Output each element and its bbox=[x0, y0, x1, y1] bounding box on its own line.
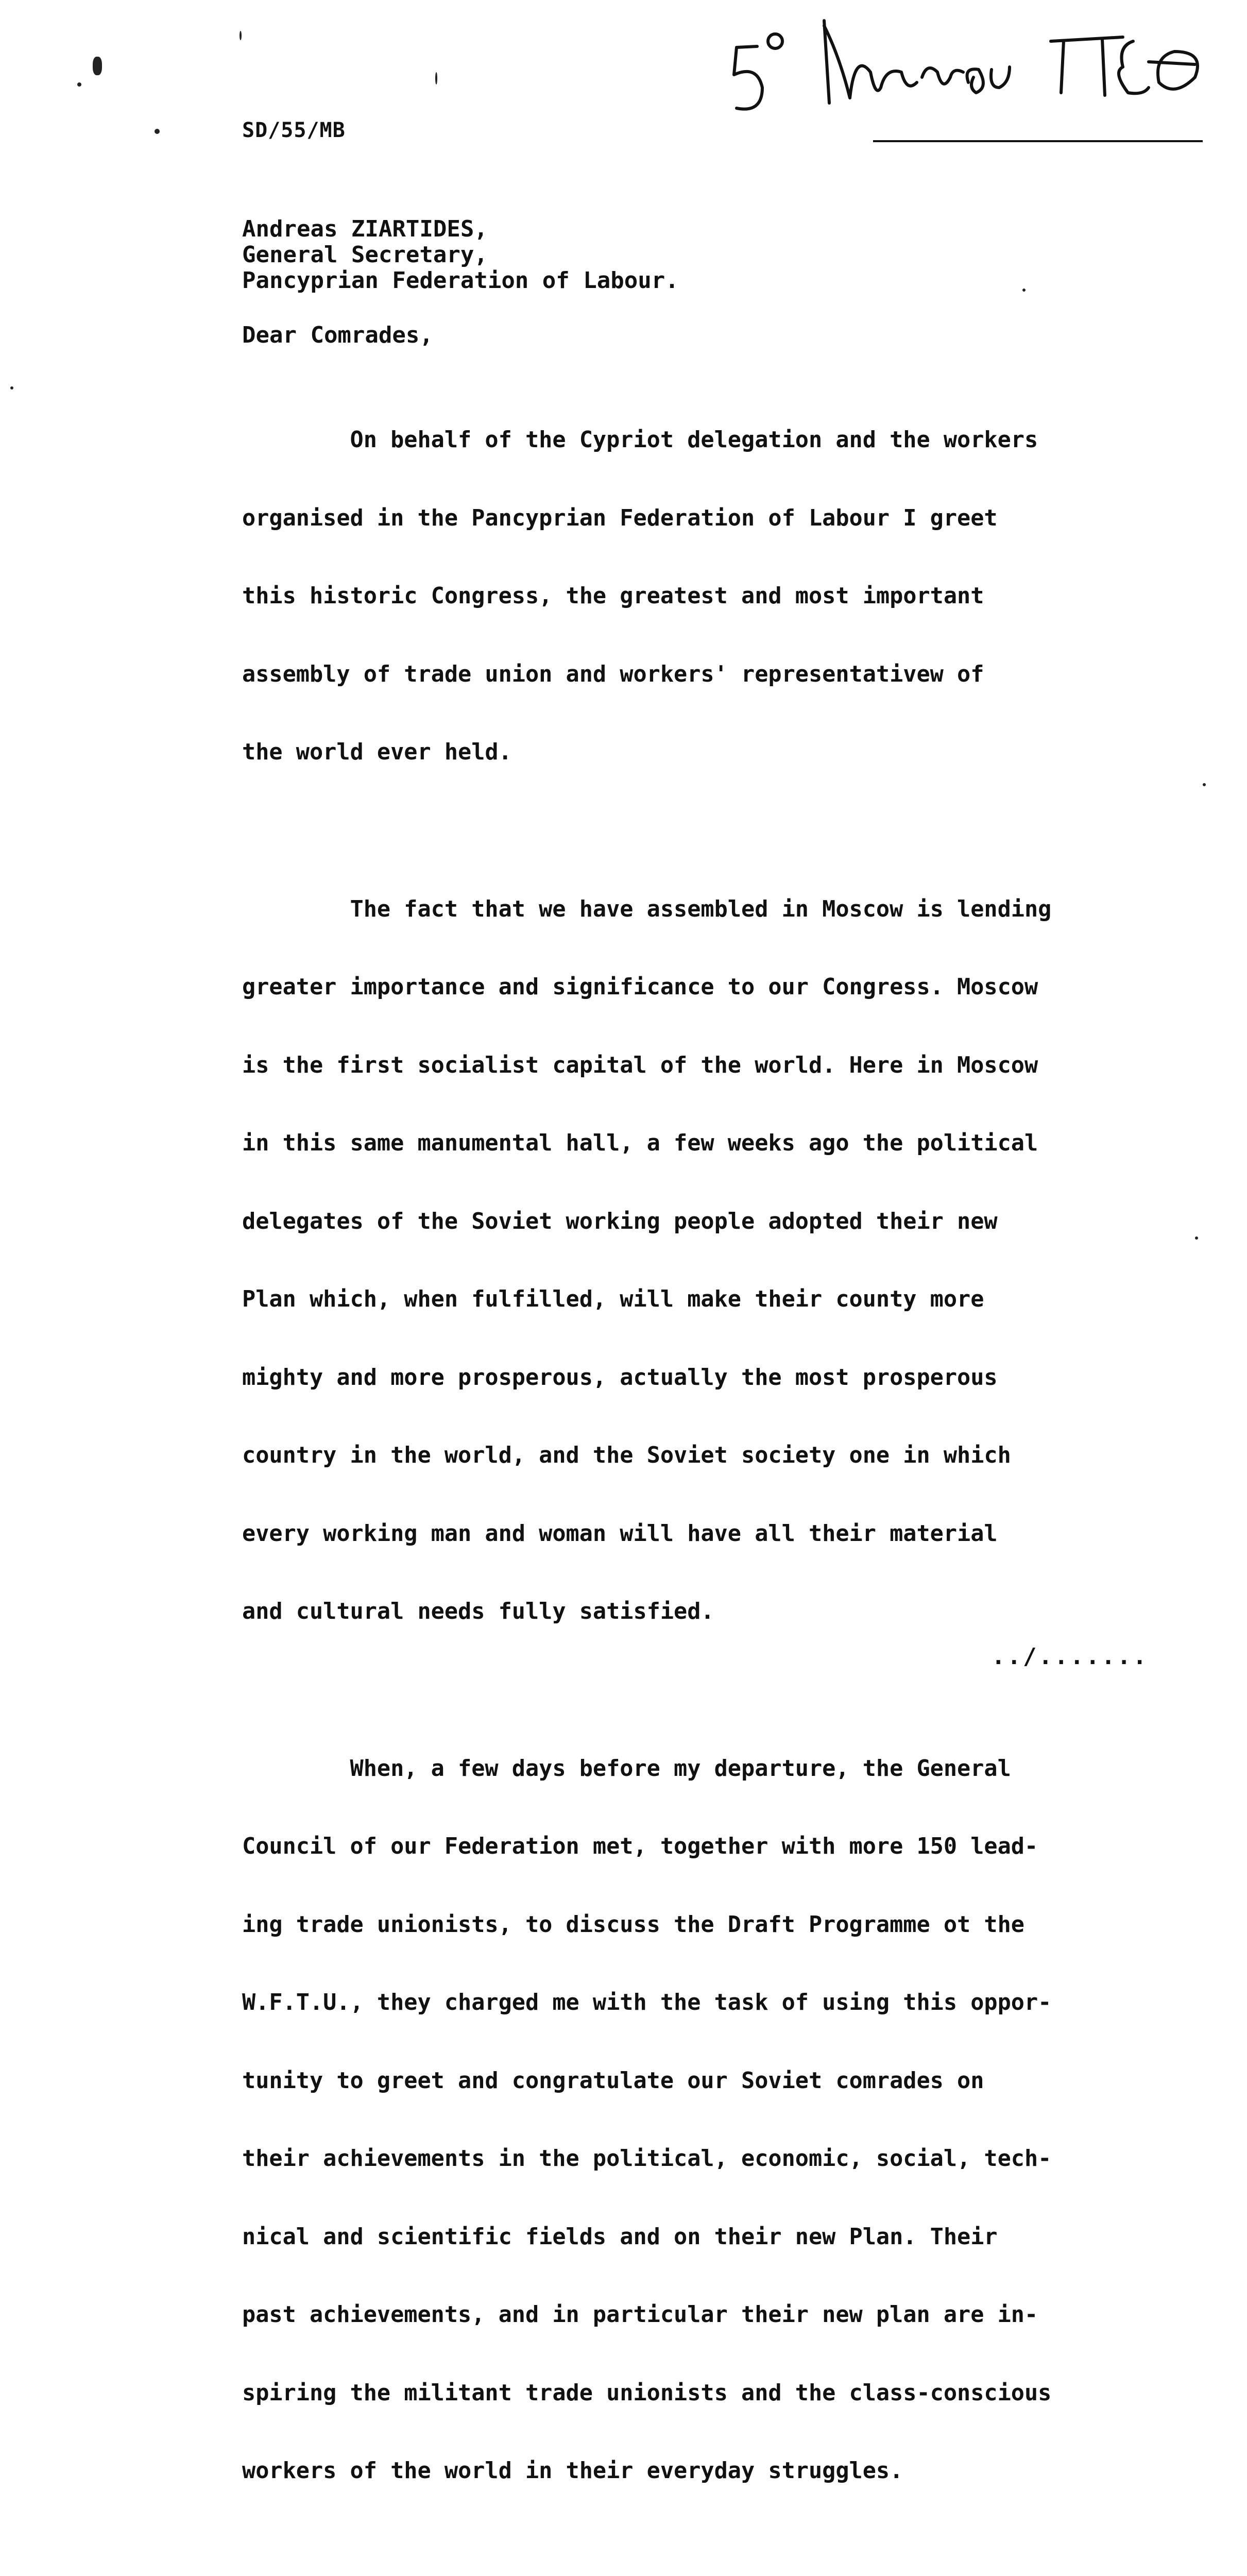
salutation: Dear Comrades, bbox=[242, 322, 433, 348]
paragraph-congress bbox=[242, 2563, 1169, 2576]
text-line: spiring the militant trade unionists and the class-conscious bbox=[242, 2380, 1169, 2406]
text-line: mighty and more prosperous, actually the most prosperous bbox=[242, 1365, 1169, 1391]
continuation-mark: ../....... bbox=[992, 1643, 1149, 1670]
addressee-title: General Secretary, bbox=[242, 242, 679, 268]
handwritten-annotation bbox=[721, 10, 1216, 129]
signature-rule bbox=[873, 140, 1203, 142]
addressee-organisation: Pancyprian Federation of Labour. bbox=[242, 268, 679, 294]
text-line: tunity to greet and congratulate our Soviet comrades on bbox=[242, 2068, 1169, 2094]
scan-speck bbox=[1203, 783, 1206, 786]
paragraph-moscow bbox=[242, 844, 1169, 1677]
addressee-block bbox=[242, 216, 679, 294]
text-line: assembly of trade union and workers' representativew of bbox=[242, 662, 1169, 688]
paragraph-greeting bbox=[242, 375, 1169, 818]
text-line: this historic Congress, the greatest and most important bbox=[242, 583, 1169, 609]
document-reference: SD/55/MB bbox=[242, 118, 346, 142]
text-line: is the first socialist capital of the world. Here in Moscow bbox=[242, 1053, 1169, 1079]
text-line: organised in the Pancyprian Federation of Labour I greet bbox=[242, 505, 1169, 532]
text-line: ing trade unionists, to discuss the Draft Programme ot the bbox=[242, 1912, 1169, 1938]
scan-speck bbox=[155, 129, 160, 134]
text-line: their achievements in the political, economic, social, tech- bbox=[242, 2146, 1169, 2172]
text-line: every working man and woman will have all their material bbox=[242, 1521, 1169, 1547]
text-line: and cultural needs fully satisfied. bbox=[242, 1599, 1169, 1625]
text-line: country in the world, and the Soviet society one in which bbox=[242, 1443, 1169, 1469]
letter-body bbox=[242, 375, 1169, 2576]
text-line: Council of our Federation met, together with more 150 lead- bbox=[242, 1834, 1169, 1860]
text-line: in this same manumental hall, a few weeks ago the political bbox=[242, 1130, 1169, 1157]
scan-speck bbox=[93, 57, 102, 75]
scan-speck bbox=[1195, 1236, 1198, 1240]
text-line: nical and scientific fields and on their new Plan. Their bbox=[242, 2224, 1169, 2250]
handwriting-graphic bbox=[721, 10, 1216, 129]
text-line: the world ever held. bbox=[242, 739, 1169, 766]
scan-speck bbox=[240, 31, 242, 40]
text-line: The fact that we have assembled in Moscow is lending bbox=[242, 896, 1169, 923]
scan-speck bbox=[1022, 289, 1026, 292]
scan-speck bbox=[77, 82, 81, 87]
addressee-name: Andreas ZIARTIDES, bbox=[242, 216, 679, 242]
text-line: delegates of the Soviet working people adopted their new bbox=[242, 1209, 1169, 1235]
paragraph-general-council bbox=[242, 1704, 1169, 2536]
text-line: greater importance and significance to our Congress. Moscow bbox=[242, 974, 1169, 1001]
scan-speck bbox=[10, 386, 13, 389]
text-line: On behalf of the Cypriot delegation and the workers bbox=[242, 427, 1169, 453]
text-line: past achievements, and in particular their new plan are in- bbox=[242, 2302, 1169, 2328]
text-line: workers of the world in their everyday struggles. bbox=[242, 2458, 1169, 2484]
text-line: When, a few days before my departure, the General bbox=[242, 1756, 1169, 1782]
scan-speck bbox=[435, 72, 437, 84]
text-line: Plan which, when fulfilled, will make their county more bbox=[242, 1286, 1169, 1313]
text-line: W.F.T.U., they charged me with the task of using this oppor- bbox=[242, 1990, 1169, 2016]
